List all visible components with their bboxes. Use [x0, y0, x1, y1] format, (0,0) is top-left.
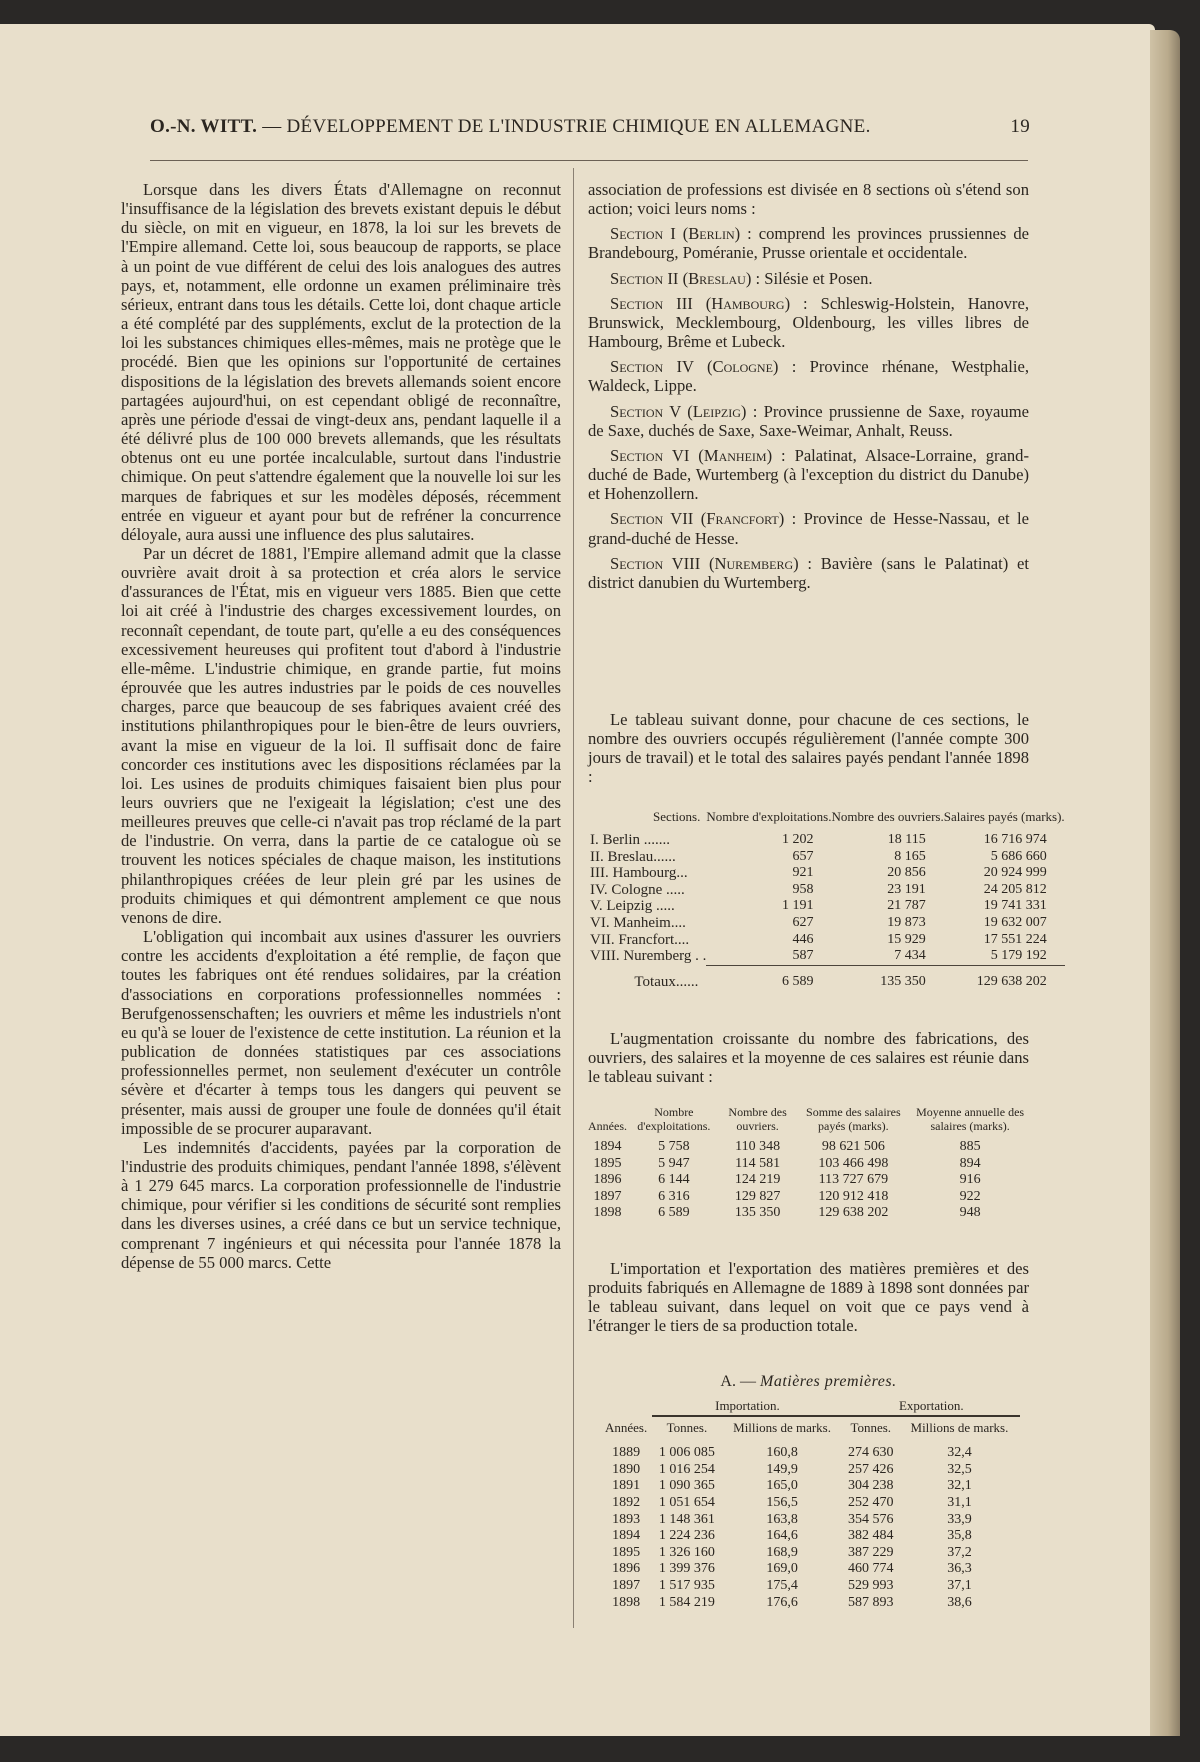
table-row	[600, 1545, 1020, 1562]
table-cell: 163,8	[766, 1511, 798, 1527]
section-entry	[588, 402, 1029, 440]
table-cell: 5 179 192	[990, 948, 1047, 964]
table-row	[600, 1495, 1020, 1512]
table-cell: 31,1	[947, 1494, 972, 1510]
table-cell: 156,5	[766, 1494, 798, 1510]
column-header: Années.	[588, 1119, 627, 1133]
column-header: Sections.	[653, 809, 701, 824]
column-header: Tonnes.	[666, 1420, 708, 1436]
table-cell: 382 484	[848, 1528, 894, 1544]
table-cell: 1 202	[781, 832, 814, 847]
section-label: Section III (Hambourg)	[610, 293, 791, 313]
table-cell: 168,9	[766, 1544, 798, 1560]
table-title: A. — Matières premières.	[720, 1373, 897, 1390]
table-cell: 129 638 202	[818, 1205, 889, 1221]
table-cell: 32,5	[947, 1461, 972, 1477]
table-row	[600, 1462, 1020, 1479]
table-cell: 1889	[612, 1445, 641, 1461]
table-cell: 627	[792, 914, 814, 930]
table-cell: 5 947	[658, 1155, 690, 1171]
page-stack-edge	[1150, 30, 1180, 1736]
table1-intro	[588, 710, 1029, 787]
table-cell: 6 589	[658, 1205, 690, 1221]
table-cell: 1892	[612, 1494, 641, 1510]
table-cell: 21 787	[887, 898, 926, 914]
table-cell: 1 517 935	[658, 1577, 715, 1593]
table-cell: 1 006 085	[658, 1445, 715, 1461]
section-text: : Province rhénane, Westphalie, Waldeck, Lippe.	[588, 357, 1030, 396]
section-text: : Bavière (sans le Palatinat) et district danubien du Wurtemberg.	[588, 553, 1029, 592]
table-years	[588, 1105, 1029, 1222]
section-label: Section I (Berlin)	[610, 224, 741, 244]
table-cell: 1891	[612, 1478, 641, 1494]
table-row	[590, 865, 1065, 882]
section-text: : Province de Hesse-Nassau, et le grand-duché de Hesse.	[588, 509, 1029, 548]
table-cell: 24 205 812	[983, 881, 1047, 897]
table-header	[588, 1105, 1028, 1133]
table-cell: 304 238	[848, 1478, 894, 1494]
table-cell: 135 350	[831, 965, 943, 990]
table-cell: 387 229	[848, 1544, 894, 1560]
table-cell: 1897	[612, 1577, 641, 1593]
table-cell: 587	[792, 948, 814, 964]
table-cell: 274 630	[848, 1445, 894, 1461]
group-header	[600, 1399, 1020, 1416]
table-cell: 529 993	[848, 1577, 894, 1593]
table-cell: 1 326 160	[658, 1544, 715, 1560]
table-cell: 1 224 236	[658, 1528, 715, 1544]
section-entry	[588, 446, 1029, 503]
table-cell: 175,4	[766, 1577, 798, 1593]
table-cell: 176,6	[766, 1594, 798, 1610]
table-cell: 1895	[612, 1544, 641, 1560]
table-cell: VI. Manheim....	[590, 914, 686, 931]
table-cell: IV. Cologne .....	[590, 881, 685, 898]
table-row	[588, 1189, 1028, 1206]
table-cell: 114 581	[735, 1155, 781, 1171]
table-cell: 20 856	[887, 865, 926, 881]
column-header: Salaires payés (marks).	[943, 809, 1065, 824]
table-row	[600, 1561, 1020, 1578]
table-cell: 38,6	[947, 1594, 972, 1610]
table-cell: 1 399 376	[658, 1561, 715, 1577]
table-cell: 354 576	[848, 1511, 894, 1527]
section-label: Section IV (Cologne)	[610, 357, 779, 377]
table-cell: 124 219	[734, 1172, 781, 1188]
table2-intro	[588, 1029, 1029, 1086]
section-label: Section VII (Francfort)	[610, 509, 785, 529]
table-cell: 1898	[612, 1594, 641, 1610]
table-cell: 33,9	[947, 1511, 972, 1527]
table-row	[600, 1478, 1020, 1495]
table-row	[590, 932, 1065, 949]
table-cell: 1 584 219	[658, 1594, 715, 1610]
paragraph: L'obligation qui incombait aux usines d'assurer les ouvriers contre les accidents d'exploitation a été remplie, de façon que toutes les fabriques ont été rendues solidaires, par la création d'associations en corporations professionnelles nommées : Berufgenossenschaften; les ouvriers et même les industriels n'ont eu qu'à se louer de l'existence de cette institution. La réunion et la publication de données statistiques par ces associations professionnelles permet, non seulement d'exécuter un contrôle sévère et d'écarter à temps tous les dangers qui peuvent se présenter, mais aussi de grouper une foule de données qu'il était impossible de se procurer auparavant.	[121, 927, 561, 1138]
table-cell: 32,4	[947, 1445, 972, 1461]
table-cell: 257 426	[848, 1461, 894, 1477]
section-label: Section V (Leipzig)	[610, 401, 747, 421]
paragraph: Le tableau suivant donne, pour chacune de ces sections, le nombre des ouvriers occupés régulièrement (l'année compte 300 jours de travail) et le total des salaires payés pendant l'année 1898 :	[588, 710, 1029, 787]
table-cell: 110 348	[735, 1139, 781, 1154]
table-cell: 921	[792, 865, 814, 881]
table-cell: 35,8	[947, 1528, 972, 1544]
table-cell: 37,2	[947, 1544, 972, 1560]
column-header: Moyenne annuelle des salaires (marks).	[916, 1105, 1025, 1133]
column-header: Tonnes.	[850, 1420, 892, 1436]
table-cell: 1896	[612, 1561, 641, 1577]
table-cell: 958	[792, 881, 814, 897]
column-divider	[573, 168, 574, 1628]
section-entry	[588, 509, 1029, 547]
column-header: Années.	[605, 1420, 648, 1436]
table-cell: 169,0	[766, 1561, 798, 1577]
section-text: : Palatinat, Alsace-Lorraine, grand-duché de Bade, Wurtemberg (à l'exception du district du Danube) et Hohenzollern.	[588, 445, 1030, 504]
table-cell: 1 148 361	[658, 1511, 715, 1527]
table-cell: 6 316	[658, 1188, 690, 1204]
table-cell: 1 016 254	[658, 1461, 715, 1477]
table-cell: VIII. Nuremberg . .	[590, 948, 707, 965]
header-title: — DÉVELOPPEMENT DE L'INDUSTRIE CHIMIQUE EN ALLEMAGNE.	[262, 116, 871, 137]
table-cell: 1894	[593, 1139, 622, 1154]
table-cell: 948	[959, 1205, 981, 1221]
section-text: : Silésie et Posen.	[751, 268, 873, 288]
table-cell: 17 551 224	[983, 931, 1047, 947]
column-header: Nombre des ouvriers.	[831, 809, 944, 824]
table-row	[588, 1156, 1028, 1173]
paragraph: Lorsque dans les divers États d'Allemagne on reconnut l'insuffisance de la législation des brevets existant depuis le début du siècle, on mit en vigueur, en 1878, la loi sur les brevets de l'Empire allemand. Cette loi, sous beaucoup de rapports, se place à un point de vue différent de celui des lois analogues des autres pays, et, notamment, elle ordonne un examen préliminaire très sérieux, entrant dans tous les détails. Cette loi, dont chaque article a été complété par des suppléments, exclut de la protection de la loi les substances chimiques elles-mêmes, mais ne protège que le procédé. Bien que les opinions sur l'opportunité de certaines dispositions de la législation des brevets allemands soient encore partagées aujourd'hui, on est cependant obligé de reconnaître, après une période d'essai de vingt-deux ans, pendant laquelle il a été délivré plus de 100 000 brevets allemands, que les résultats obtenus ont eu une portée incalculable, surtout dans l'industrie chimique. On peut s'attendre également que la nouvelle loi sur les marques de fabriques et sur les modèles déposés, récemment entrée en vigueur et ayant pour but de refréner la concurrence déloyale, aura aussi une influence des plus salutaires.	[121, 180, 561, 544]
section-entry	[588, 224, 1029, 262]
table-cell: 894	[959, 1155, 981, 1171]
table-row	[590, 849, 1065, 866]
section-entry	[588, 269, 1029, 288]
section-text: : Schleswig-Holstein, Hanovre, Brunswick, Mecklembourg, Oldenbourg, les villes libres de Hambourg, Brême et Lubeck.	[588, 293, 1029, 352]
table-cell: 135 350	[734, 1205, 781, 1221]
group-export: Exportation.	[843, 1399, 1020, 1416]
table-cell: 15 929	[887, 931, 926, 947]
table-header	[600, 1416, 1020, 1435]
table-sections	[588, 809, 1065, 990]
table-cell: 120 912 418	[818, 1188, 889, 1204]
table-cell: 5 758	[658, 1139, 690, 1154]
paragraph: association de professions est divisée en 8 sections où s'étend son action; voici leurs noms :	[588, 180, 1029, 219]
table-cell: 6 144	[658, 1172, 690, 1188]
table-cell: 1890	[612, 1461, 641, 1477]
table-row	[588, 1172, 1028, 1189]
table-cell: 922	[959, 1188, 981, 1204]
running-header	[150, 116, 1030, 138]
table-row	[588, 1139, 1028, 1156]
table-row	[590, 915, 1065, 932]
table-cell: 1895	[593, 1155, 622, 1171]
section-entry	[588, 294, 1029, 351]
table-cell: 129 827	[734, 1188, 781, 1204]
table-cell: VII. Francfort....	[590, 931, 690, 948]
table-cell: 164,6	[766, 1528, 798, 1544]
table-imports	[588, 1372, 1029, 1611]
table-row	[600, 1595, 1020, 1612]
paragraph: L'augmentation croissante du nombre des fabrications, des ouvriers, des salaires et la moyenne de ces salaires est réunie dans le tableau suivant :	[588, 1029, 1029, 1087]
column-header: Nombre des ouvriers.	[728, 1105, 787, 1133]
section-label: Section VIII (Nuremberg)	[610, 553, 799, 573]
section-label: Section VI (Manheim)	[610, 445, 773, 465]
table-cell: 1898	[593, 1205, 622, 1221]
table-cell: 37,1	[947, 1577, 972, 1593]
table-cell: 19 873	[887, 914, 926, 930]
column-header: Millions de marks.	[733, 1420, 831, 1436]
table-cell: 23 191	[887, 881, 926, 897]
table-row	[600, 1445, 1020, 1462]
table-cell: 16 716 974	[983, 832, 1047, 847]
section-label: Section II (Breslau)	[610, 268, 752, 288]
table-cell: 36,3	[947, 1561, 972, 1577]
sections-block	[588, 180, 1029, 592]
table-cell: 8 165	[894, 848, 926, 864]
table-cell: 1896	[593, 1172, 622, 1188]
table-cell: 885	[959, 1139, 981, 1154]
table-cell: 103 466 498	[818, 1155, 889, 1171]
table-cell: 19 741 331	[983, 898, 1047, 914]
table-cell: 1897	[593, 1188, 622, 1204]
table-row	[600, 1578, 1020, 1595]
column-header: Nombre d'exploitations.	[706, 809, 832, 824]
table-cell: II. Breslau......	[590, 848, 676, 865]
table-row	[600, 1528, 1020, 1545]
total-row	[590, 965, 1065, 990]
table-cell: 657	[792, 848, 814, 864]
table-cell: 252 470	[848, 1494, 894, 1510]
table-cell: 20 924 999	[983, 865, 1047, 881]
table-cell: 98 621 506	[821, 1139, 885, 1154]
paragraph: Par un décret de 1881, l'Empire allemand admit que la classe ouvrière avait droit à sa protection et créa alors le service d'assurances de l'État, mis en vigueur vers 1885. Bien que cette loi ait créé à l'industrie des charges excessivement lourdes, on reconnaît cependant, de toute part, qu'elle a eu des conséquences excessivement heureuses qui profitent tout d'abord à l'industrie elle-même. L'industrie chimique, en grande partie, fut moins éprouvée que les autres industries par le poids de ces nouvelles charges, parce que beaucoup de ses fabriques avaient créé des institutions philanthropiques pour le bien-être de leurs ouvriers, avant la mise en vigueur de la loi. Il suffisait donc de faire concorder ces institutions avec les dispositions réclamées par la loi. Les usines de produits chimiques faisaient bien plus pour leurs ouvriers que ne l'exigeait la législation; c'est une des meilleures preuves que celle-ci n'avait pas trop réclamé de la part de l'industrie. On verra, dans la partie de ce catalogue où se trouvent les notices spéciales de chaque maison, les institutions philanthropiques créées de leur plein gré par les usines de produits chimiques et qui démontrent amplement ce que nous venons de dire.	[121, 543, 561, 927]
table-cell: 1893	[612, 1511, 641, 1527]
table-cell: 916	[959, 1172, 981, 1188]
table-cell: 18 115	[887, 832, 926, 847]
section-entry	[588, 554, 1029, 592]
table-cell: 149,9	[766, 1461, 798, 1477]
table-cell: 1 191	[781, 898, 814, 914]
table-header	[590, 810, 1065, 824]
table-row	[590, 898, 1065, 915]
section-entry	[588, 357, 1029, 395]
table-row	[590, 948, 1065, 965]
table-row	[590, 832, 1065, 849]
table-row	[588, 1205, 1028, 1222]
table-cell: 7 434	[894, 948, 926, 964]
section-text: : Province prussienne de Saxe, royaume de Saxe, duchés de Saxe, Saxe-Weimar, Anhalt, Reuss.	[588, 401, 1029, 440]
section-text: : comprend les provinces prussiennes de Brandebourg, Poméranie, Prusse orientale et occidentale.	[588, 224, 1029, 263]
group-import: Importation.	[652, 1399, 842, 1416]
table-row	[600, 1512, 1020, 1529]
column-header: Millions de marks.	[910, 1420, 1009, 1436]
table-cell: 460 774	[848, 1561, 894, 1577]
column-header: Somme des salaires payés (marks).	[806, 1105, 901, 1133]
table-cell: 19 632 007	[983, 914, 1047, 930]
paragraph: Les indemnités d'accidents, payées par la corporation de l'industrie des produits chimiques, pendant l'année 1898, s'élèvent à 1 279 645 marcs. La corporation professionnelle de l'industrie chimique, pour vérifier si les conditions de sécurité sont remplies dans les diverses usines, a créé dans ce but un service technique, comprenant 7 ingénieurs et qui nécessita pour l'année 1878 la dépense de 55 000 marcs. Cette	[121, 1137, 561, 1272]
table-cell: 1 090 365	[658, 1478, 715, 1494]
header-rule	[150, 160, 1028, 161]
table-cell: 587 893	[848, 1594, 894, 1610]
table-cell: V. Leipzig .....	[590, 898, 675, 915]
table-row	[590, 882, 1065, 899]
table-cell: 1894	[612, 1528, 641, 1544]
table-cell: 165,0	[766, 1478, 798, 1494]
table-cell: Totaux......	[634, 973, 699, 990]
table-cell: I. Berlin .......	[590, 832, 670, 848]
header-author: O.-N. WITT.	[150, 116, 258, 137]
table3-intro	[588, 1259, 1029, 1336]
paragraph: L'importation et l'exportation des matières premières et des produits fabriqués en Allemagne de 1889 à 1898 sont données par le tableau suivant, dans lequel on voit que ce pays vend à l'étranger le tiers de sa production totale.	[588, 1259, 1029, 1336]
table-cell: 129 638 202	[944, 965, 1065, 990]
table-cell: 5 686 660	[990, 848, 1047, 864]
table-cell: 1 051 654	[658, 1494, 715, 1510]
table-cell: 32,1	[947, 1478, 972, 1494]
left-column	[121, 180, 561, 1272]
table-cell: 446	[792, 931, 814, 947]
page-number: 19	[1010, 116, 1030, 137]
table-cell: III. Hambourg...	[590, 865, 688, 882]
table-cell: 6 589	[706, 965, 831, 990]
table-cell: 113 727 679	[818, 1172, 889, 1188]
table-cell: 160,8	[766, 1445, 798, 1461]
column-header: Nombre d'exploitations.	[637, 1105, 711, 1133]
